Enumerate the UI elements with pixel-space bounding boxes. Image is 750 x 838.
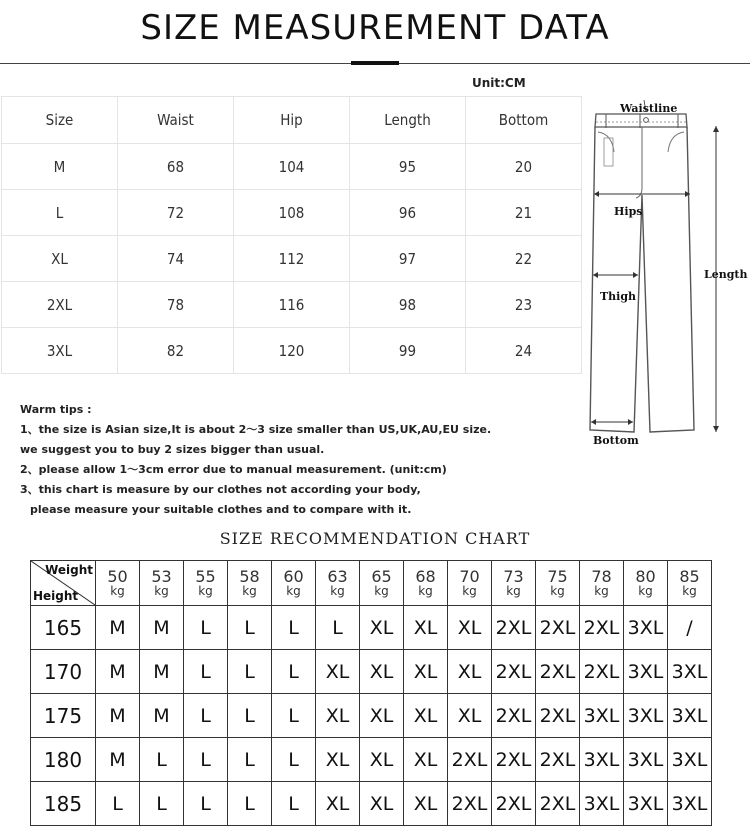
weight-value: 68: [415, 567, 436, 586]
size-recommendation-table: [30, 560, 712, 826]
pants-measurement-diagram: [582, 100, 750, 450]
tip-line: please measure your suitable clothes and to compare with it.: [30, 503, 412, 516]
table-cell: 22: [466, 236, 582, 282]
header-cell: Size: [2, 97, 118, 144]
pants-illustration: [582, 100, 750, 450]
table-cell: XL: [2, 236, 118, 282]
size-cell: L: [272, 650, 316, 694]
size-cell: M: [96, 694, 140, 738]
size-cell: 2XL: [580, 606, 624, 650]
table-cell: 23: [466, 282, 582, 328]
size-cell: XL: [360, 650, 404, 694]
size-cell: 2XL: [448, 782, 492, 826]
size-cell: 2XL: [580, 650, 624, 694]
weight-header-cell: [404, 561, 448, 606]
hips-label: Hips: [614, 205, 643, 218]
size-cell: 2XL: [536, 694, 580, 738]
weight-unit: kg: [242, 584, 257, 598]
size-cell: XL: [360, 738, 404, 782]
table-row: [31, 782, 712, 826]
size-cell: 3XL: [624, 650, 668, 694]
size-cell: 3XL: [580, 782, 624, 826]
weight-unit: kg: [198, 584, 213, 598]
table-cell: 120: [234, 328, 350, 374]
size-cell: 3XL: [668, 694, 712, 738]
size-cell: XL: [448, 694, 492, 738]
weight-header-cell: [580, 561, 624, 606]
height-cell: 185: [31, 782, 96, 826]
size-cell: 2XL: [492, 738, 536, 782]
weight-value: 58: [239, 567, 260, 586]
height-cell: 180: [31, 738, 96, 782]
size-cell: XL: [360, 782, 404, 826]
size-cell: 2XL: [492, 606, 536, 650]
weight-unit: kg: [682, 584, 697, 598]
table-row: [2, 236, 582, 282]
length-label: Length: [704, 268, 748, 281]
size-cell: XL: [316, 650, 360, 694]
weight-value: 55: [195, 567, 216, 586]
table-cell: 72: [118, 190, 234, 236]
weight-value: 63: [327, 567, 348, 586]
table-cell: L: [2, 190, 118, 236]
waistline-label: Waistline: [620, 102, 678, 115]
weight-unit: kg: [374, 584, 389, 598]
size-cell: M: [96, 650, 140, 694]
size-cell: L: [228, 650, 272, 694]
table-row: [2, 282, 582, 328]
table-row: [31, 606, 712, 650]
size-cell: 3XL: [624, 738, 668, 782]
weight-header-cell: [316, 561, 360, 606]
weight-unit: kg: [462, 584, 477, 598]
weight-value: 70: [459, 567, 480, 586]
size-cell: M: [140, 650, 184, 694]
size-cell: L: [184, 782, 228, 826]
size-cell: 3XL: [668, 738, 712, 782]
size-cell: XL: [404, 606, 448, 650]
size-cell: XL: [404, 650, 448, 694]
bottom-label: Bottom: [593, 434, 639, 447]
header-cell: Length: [350, 97, 466, 144]
size-cell: L: [228, 738, 272, 782]
size-cell: 2XL: [536, 738, 580, 782]
table-row: [2, 328, 582, 374]
size-cell: L: [96, 782, 140, 826]
size-cell: L: [272, 606, 316, 650]
size-cell: 2XL: [536, 650, 580, 694]
weight-value: 73: [503, 567, 524, 586]
table-cell: 78: [118, 282, 234, 328]
size-cell: XL: [404, 782, 448, 826]
weight-header-cell: [360, 561, 404, 606]
table-header-row: [2, 97, 582, 144]
size-cell: 3XL: [624, 694, 668, 738]
weight-unit: kg: [330, 584, 345, 598]
table-cell: 2XL: [2, 282, 118, 328]
corner-cell: [31, 561, 96, 606]
height-axis-label: Height: [33, 589, 79, 603]
size-cell: M: [96, 606, 140, 650]
table-cell: 20: [466, 144, 582, 190]
size-cell: /: [668, 606, 712, 650]
weight-value: 65: [371, 567, 392, 586]
size-cell: L: [272, 738, 316, 782]
weight-unit: kg: [506, 584, 521, 598]
header-cell: Bottom: [466, 97, 582, 144]
unit-label: Unit:CM: [472, 76, 526, 90]
weight-unit: kg: [550, 584, 565, 598]
size-cell: 2XL: [536, 782, 580, 826]
size-cell: XL: [360, 606, 404, 650]
tip-line: we suggest you to buy 2 sizes bigger than usual.: [20, 443, 325, 456]
warm-tips: [20, 400, 491, 520]
weight-unit: kg: [154, 584, 169, 598]
table-cell: 116: [234, 282, 350, 328]
table-cell: M: [2, 144, 118, 190]
size-cell: 3XL: [580, 738, 624, 782]
tips-heading: Warm tips :: [20, 403, 92, 416]
table-row: [2, 144, 582, 190]
table-cell: 95: [350, 144, 466, 190]
size-cell: L: [228, 782, 272, 826]
size-cell: L: [316, 606, 360, 650]
size-cell: 2XL: [492, 782, 536, 826]
weight-value: 80: [635, 567, 656, 586]
size-cell: L: [184, 738, 228, 782]
size-measurement-table: [1, 96, 582, 374]
size-cell: XL: [404, 694, 448, 738]
weight-header-row: [31, 561, 712, 606]
height-cell: 165: [31, 606, 96, 650]
weight-value: 60: [283, 567, 304, 586]
table-row: [31, 738, 712, 782]
weight-header-cell: [140, 561, 184, 606]
recommendation-title: SIZE RECOMMENDATION CHART: [219, 529, 531, 548]
weight-unit: kg: [110, 584, 125, 598]
table-cell: 3XL: [2, 328, 118, 374]
weight-header-cell: [184, 561, 228, 606]
table-cell: 104: [234, 144, 350, 190]
size-cell: L: [184, 650, 228, 694]
size-cell: 2XL: [448, 738, 492, 782]
tip-line: 3、this chart is measure by our clothes not according your body,: [20, 483, 421, 496]
weight-header-cell: [536, 561, 580, 606]
page-title: SIZE MEASUREMENT DATA: [140, 8, 610, 48]
size-cell: L: [184, 694, 228, 738]
size-cell: 3XL: [624, 782, 668, 826]
size-cell: L: [228, 606, 272, 650]
weight-header-cell: [96, 561, 140, 606]
table-cell: 21: [466, 190, 582, 236]
size-cell: 3XL: [668, 782, 712, 826]
size-cell: 3XL: [624, 606, 668, 650]
table-cell: 112: [234, 236, 350, 282]
table-cell: 68: [118, 144, 234, 190]
weight-unit: kg: [638, 584, 653, 598]
weight-axis-label: Weight: [45, 563, 93, 577]
size-cell: 3XL: [580, 694, 624, 738]
weight-header-cell: [668, 561, 712, 606]
weight-value: 50: [107, 567, 128, 586]
size-cell: L: [228, 694, 272, 738]
size-cell: XL: [448, 606, 492, 650]
weight-header-cell: [624, 561, 668, 606]
table-cell: 97: [350, 236, 466, 282]
table-cell: 96: [350, 190, 466, 236]
table-row: [2, 190, 582, 236]
table-cell: 74: [118, 236, 234, 282]
weight-header-cell: [448, 561, 492, 606]
weight-header-cell: [492, 561, 536, 606]
thigh-label: Thigh: [600, 290, 637, 303]
table-cell: 108: [234, 190, 350, 236]
weight-unit: kg: [286, 584, 301, 598]
weight-header-cell: [272, 561, 316, 606]
size-cell: L: [272, 694, 316, 738]
size-cell: XL: [404, 738, 448, 782]
weight-value: 53: [151, 567, 172, 586]
header-cell: Hip: [234, 97, 350, 144]
weight-value: 85: [679, 567, 700, 586]
size-cell: M: [140, 694, 184, 738]
size-cell: XL: [316, 782, 360, 826]
size-cell: L: [272, 782, 316, 826]
weight-header-cell: [228, 561, 272, 606]
height-cell: 170: [31, 650, 96, 694]
size-cell: XL: [360, 694, 404, 738]
table-cell: 82: [118, 328, 234, 374]
height-cell: 175: [31, 694, 96, 738]
weight-unit: kg: [418, 584, 433, 598]
weight-value: 78: [591, 567, 612, 586]
title-accent-bar: [351, 61, 399, 65]
size-cell: 2XL: [492, 694, 536, 738]
size-cell: 3XL: [668, 650, 712, 694]
tip-line: 2、please allow 1～3cm error due to manual measurement. (unit:cm): [20, 463, 447, 476]
tip-line: 1、the size is Asian size,It is about 2～3 size smaller than US,UK,AU,EU size.: [20, 423, 492, 436]
size-cell: 2XL: [492, 650, 536, 694]
size-cell: XL: [316, 694, 360, 738]
table-cell: 24: [466, 328, 582, 374]
table-row: [31, 694, 712, 738]
weight-value: 75: [547, 567, 568, 586]
size-cell: L: [140, 782, 184, 826]
size-cell: M: [140, 606, 184, 650]
size-cell: 2XL: [536, 606, 580, 650]
size-cell: M: [96, 738, 140, 782]
size-cell: L: [184, 606, 228, 650]
size-cell: L: [140, 738, 184, 782]
size-cell: XL: [316, 738, 360, 782]
table-row: [31, 650, 712, 694]
header-cell: Waist: [118, 97, 234, 144]
table-cell: 99: [350, 328, 466, 374]
weight-unit: kg: [594, 584, 609, 598]
size-cell: XL: [448, 650, 492, 694]
table-cell: 98: [350, 282, 466, 328]
